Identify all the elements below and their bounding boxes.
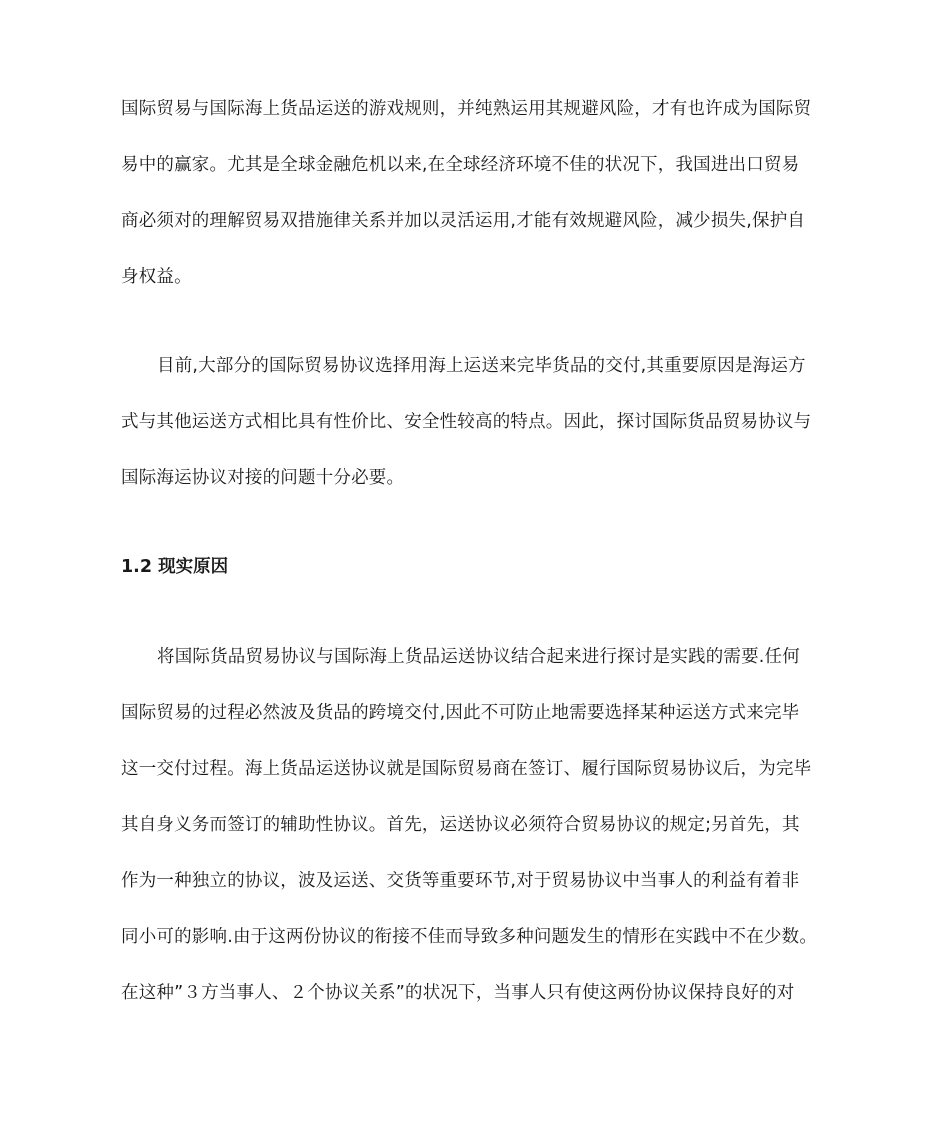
paragraph-line: 在这种”３方当事人、２个协议关系”的状况下，当事人只有使这两份协议保持良好的对 — [121, 983, 795, 1003]
paragraph-line: 将国际货品贸易协议与国际海上货品运送协议结合起来进行探讨是实践的需要.任何 — [157, 647, 800, 667]
paragraph-line: 作为一种独立的协议，波及运送、交货等重要环节,对于贸易协议中当事人的利益有着非 — [121, 871, 800, 891]
paragraph-line: 身权益。 — [121, 267, 192, 287]
paragraph-line: 国际贸易的过程必然波及货品的跨境交付,因此不可防止地需要选择某种运送方式来完毕 — [121, 703, 800, 723]
paragraph-line: 目前,大部分的国际贸易协议选择用海上运送来完毕货品的交付,其重要原因是海运方 — [157, 356, 806, 376]
paragraph-line: 其自身义务而签订的辅助性协议。首先，运送协议必须符合贸易协议的规定;另首先，其 — [121, 815, 800, 835]
section-heading: 1.2 现实原因 — [121, 557, 229, 577]
paragraph-line: 同小可的影响.由于这两份协议的衔接不佳而导致多种问题发生的情形在实践中不在少数。 — [121, 927, 818, 947]
paragraph-line: 商必须对的理解贸易双措施律关系并加以灵活运用,才能有效规避风险，减少损失,保护自 — [121, 211, 806, 231]
paragraph-line: 国际贸易与国际海上货品运送的游戏规则，并纯熟运用其规避风险，才有也许成为国际贸 — [121, 99, 812, 119]
paragraph-line: 这一交付过程。海上货品运送协议就是国际贸易商在签订、履行国际贸易协议后，为完毕 — [121, 759, 812, 779]
paragraph-line: 易中的赢家。尤其是全球金融危机以来,在全球经济环境不佳的状况下，我国进出口贸易 — [121, 155, 800, 175]
paragraph-line: 国际海运协议对接的问题十分必要。 — [121, 468, 405, 488]
paragraph-line: 式与其他运送方式相比具有性价比、安全性较高的特点。因此，探讨国际货品贸易协议与 — [121, 412, 812, 432]
